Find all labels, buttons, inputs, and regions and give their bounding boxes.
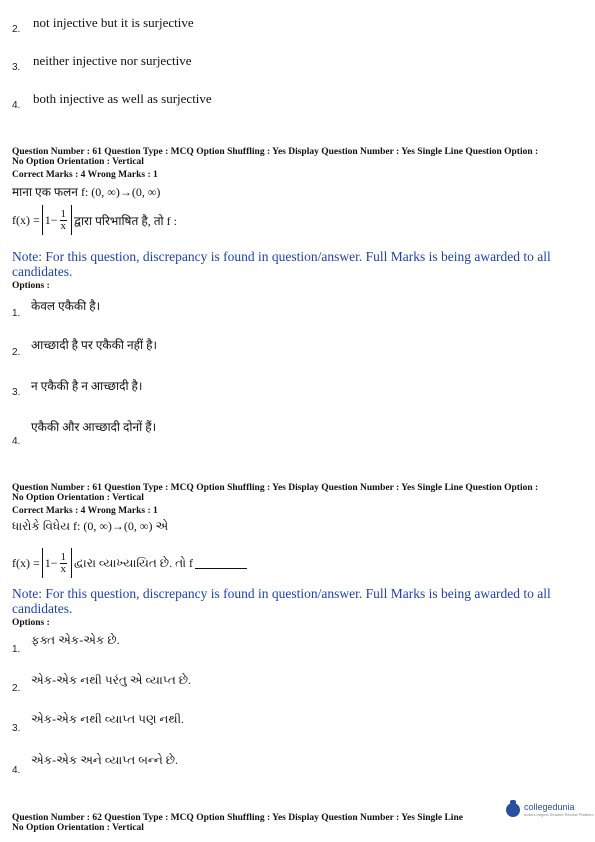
option-number: 2. xyxy=(12,24,21,35)
option-number: 1. xyxy=(12,644,21,655)
formula-lhs: f(x) = xyxy=(12,555,40,570)
options-label: Options : xyxy=(12,281,50,291)
option-number: 3. xyxy=(12,62,21,73)
formula-one: 1− xyxy=(44,212,58,227)
collegedunia-logo xyxy=(506,802,594,817)
option-text: એક-એક નથી પરંતુ એ વ્યાપ્ત છે. xyxy=(31,673,192,687)
option-text: both injective as well as surjective xyxy=(33,91,212,106)
option-text: न एकैकी है न आच्छादी है। xyxy=(31,379,143,393)
question-text: ધારોકે વિધેય f: (0, ∞)→(0, ∞) એ xyxy=(12,519,169,533)
question-formula xyxy=(12,205,177,235)
question-marks: Correct Marks : 4 Wrong Marks : 1 xyxy=(12,170,158,180)
question-formula xyxy=(12,548,247,578)
option-text: એક-એક નથી વ્યાપ્ત પણ નથી. xyxy=(31,712,185,726)
option-number: 4. xyxy=(12,436,21,447)
option-text: not injective but it is surjective xyxy=(33,15,194,30)
question-marks: Correct Marks : 4 Wrong Marks : 1 xyxy=(12,506,158,516)
question-meta-orientation: No Option Orientation : Vertical xyxy=(12,823,144,833)
option-text: એક-એક અને વ્યાપ્ત બન્ને છે. xyxy=(31,753,179,767)
option-number: 1. xyxy=(12,308,21,319)
formula-one: 1− xyxy=(44,555,58,570)
formula-tail: द्वारा परिभाषित है, तो f : xyxy=(74,213,177,228)
option-text: एकैकी और आच्छादी दोनों हैं। xyxy=(31,420,157,434)
discrepancy-note: Note: For this question, discrepancy is found in question/answer. Full Marks is being awarded to all candidates. xyxy=(12,249,551,279)
option-number: 2. xyxy=(12,347,21,358)
fraction: $\frac{1}{x}$ xyxy=(60,550,67,575)
option-number: 4. xyxy=(12,100,21,111)
options-label: Options : xyxy=(12,618,50,628)
question-meta: Question Number : 61 Question Type : MCQ Option Shuffling : Yes Display Question Number : Yes Single Line Question Option : xyxy=(12,147,539,157)
option-number: 2. xyxy=(12,683,21,694)
logo-text: collegedunia xyxy=(524,802,575,812)
graduation-cap-icon xyxy=(506,803,520,817)
question-meta-orientation: No Option Orientation : Vertical xyxy=(12,493,144,503)
formula-tail: દ્વારા વ્યાખ્યાયિત છે. તો f xyxy=(74,555,194,570)
question-text: माना एक फलन f: (0, ∞)→(0, ∞) xyxy=(12,185,161,199)
option-text: ફક્ત એક-એક છે. xyxy=(31,633,120,647)
formula-lhs: f(x) = xyxy=(12,212,40,227)
option-text: केवल एकैकी है। xyxy=(31,299,101,313)
question-meta: Question Number : 62 Question Type : MCQ Option Shuffling : Yes Display Question Number : Yes Single Line xyxy=(12,813,463,823)
fraction: $\frac{1}{x}$ xyxy=(60,207,67,232)
option-text: neither injective nor surjective xyxy=(33,53,192,68)
discrepancy-note: Note: For this question, discrepancy is found in question/answer. Full Marks is being awarded to all candidates. xyxy=(12,586,551,616)
answer-blank xyxy=(195,558,247,569)
option-number: 3. xyxy=(12,387,21,398)
option-number: 3. xyxy=(12,723,21,734)
option-number: 4. xyxy=(12,765,21,776)
option-text: आच्छादी है पर एकैकी नहीं है। xyxy=(31,338,158,352)
logo-tagline: India's largest Student Review Platform xyxy=(524,812,594,817)
question-meta-orientation: No Option Orientation : Vertical xyxy=(12,157,144,167)
question-meta: Question Number : 61 Question Type : MCQ Option Shuffling : Yes Display Question Number : Yes Single Line Question Option : xyxy=(12,483,539,493)
